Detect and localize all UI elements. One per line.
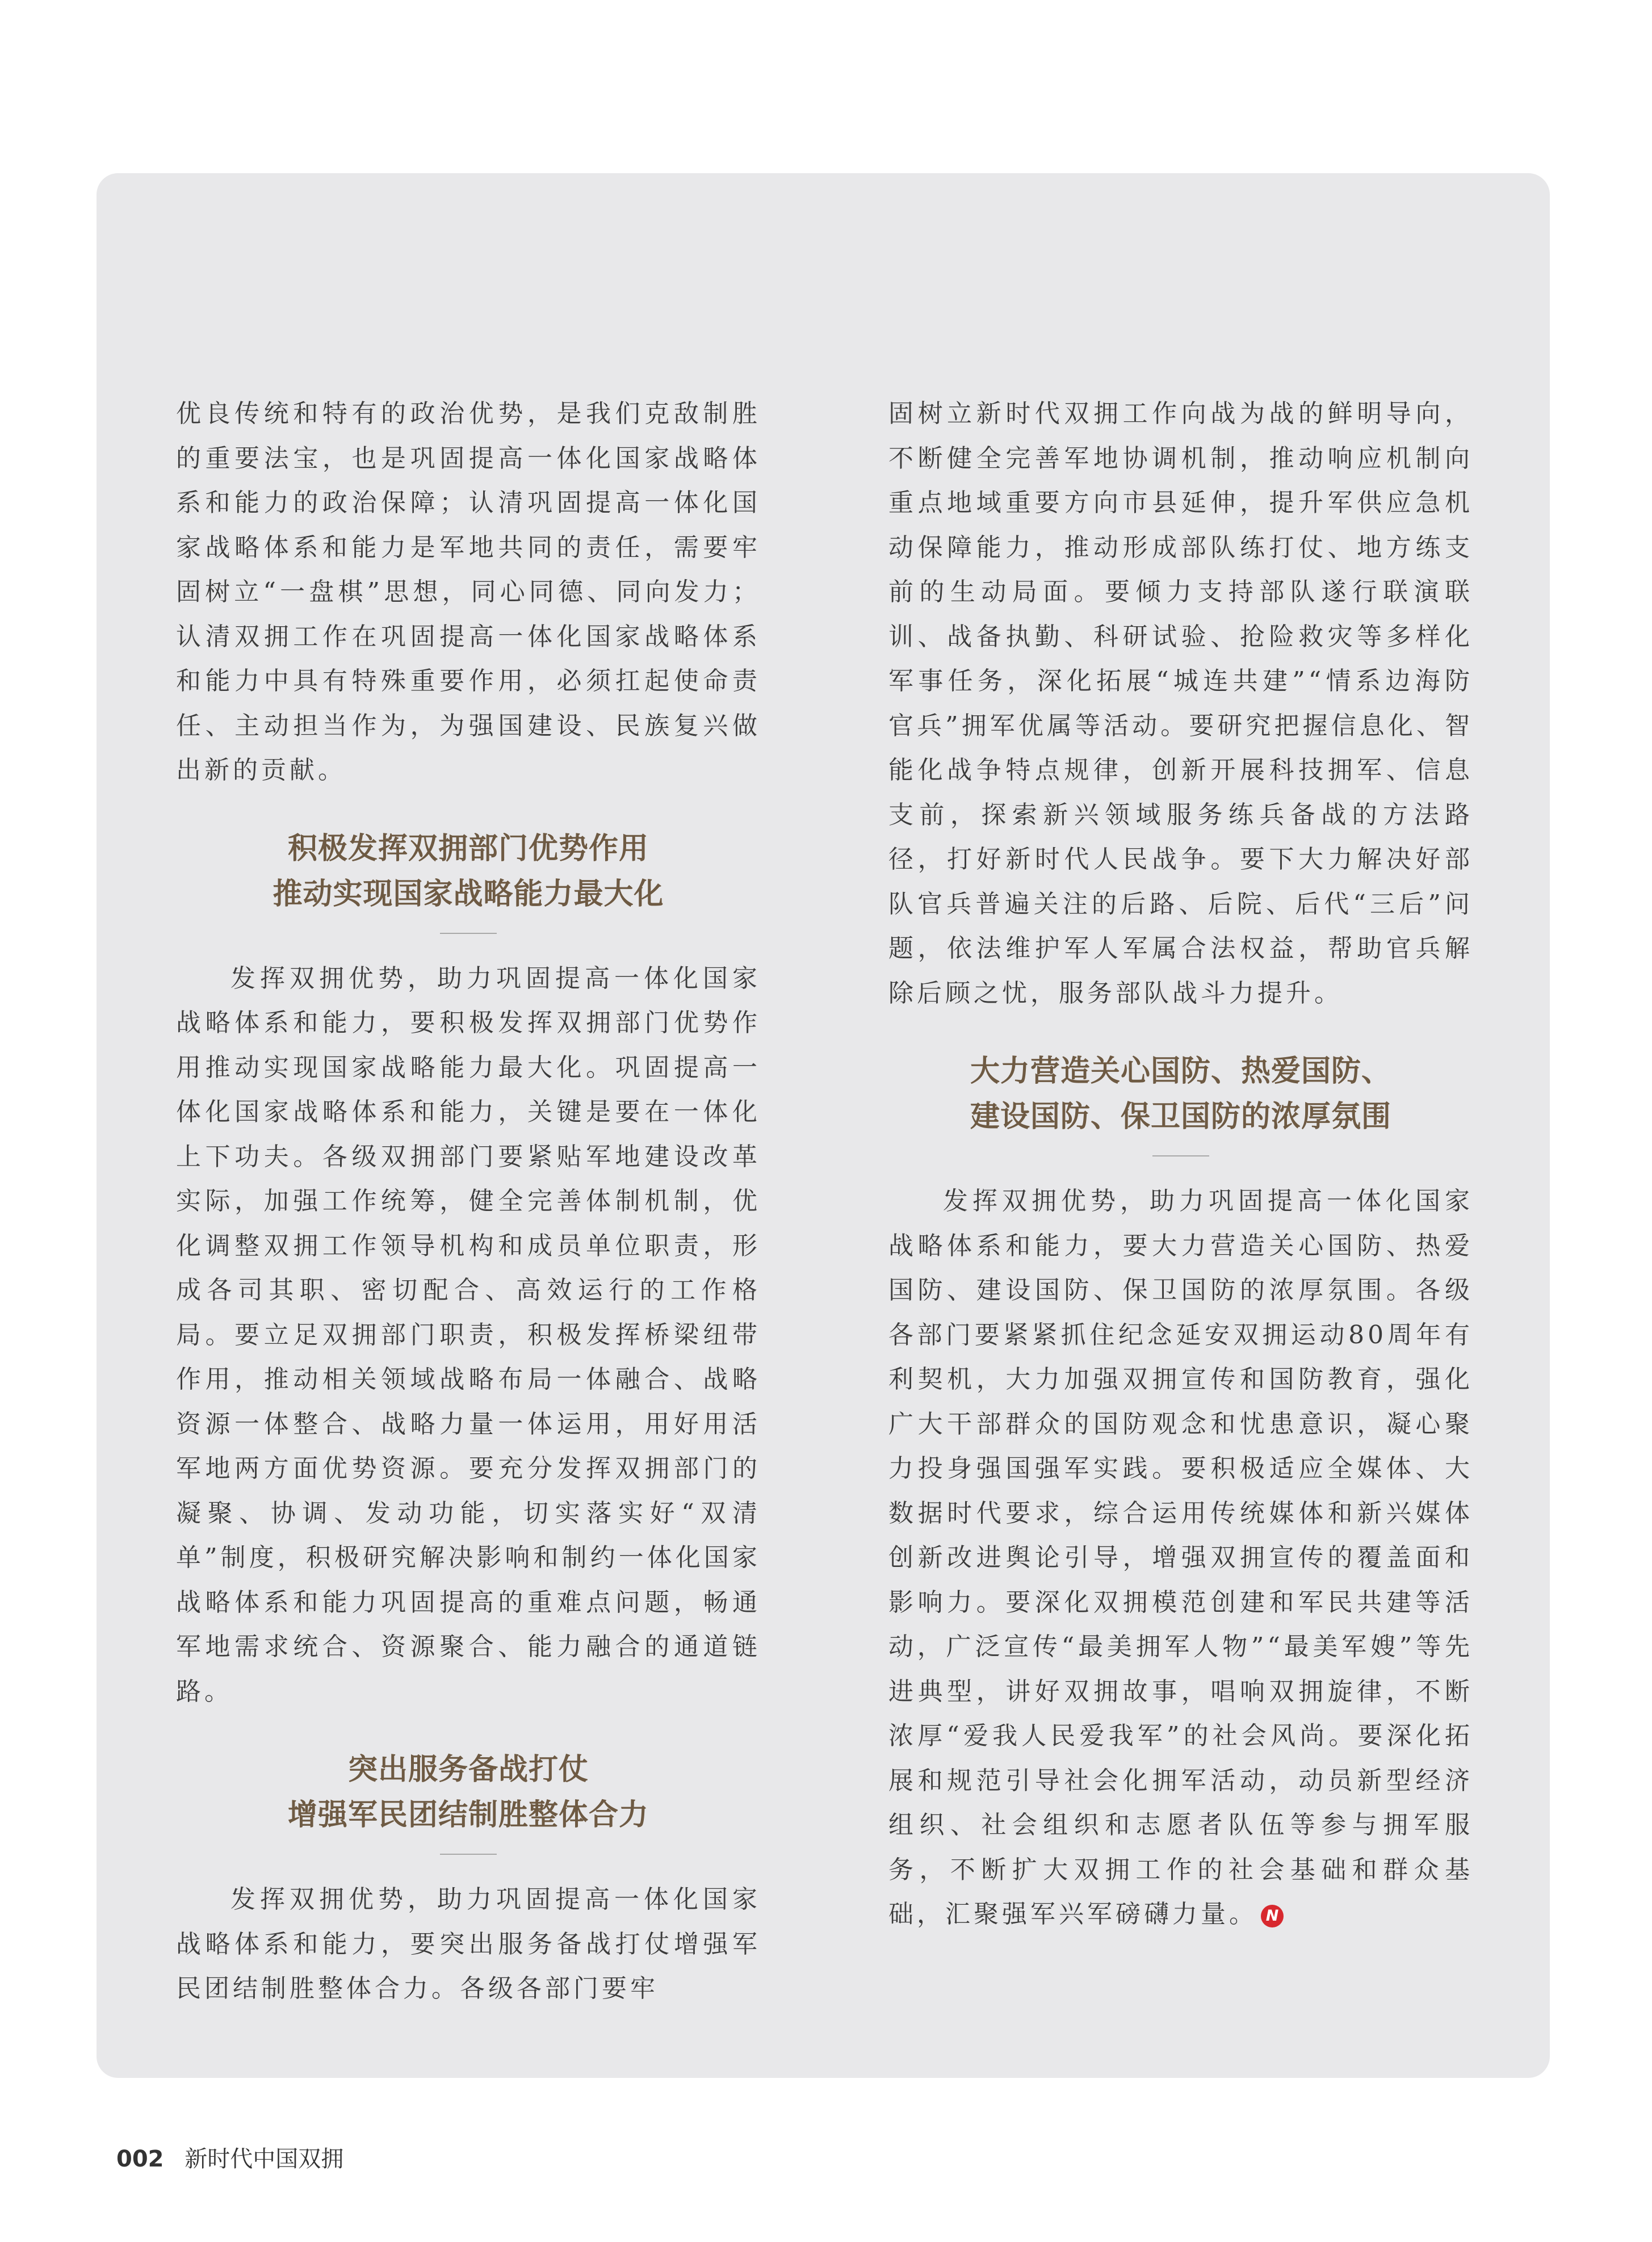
section-3-paragraph	[888, 1179, 1473, 1937]
section-2-heading	[176, 1747, 761, 1838]
page-number: 002	[116, 2146, 164, 2172]
section-3-heading-line-1: 大力营造关心国防、热爱国防、	[970, 1054, 1391, 1088]
section-2-heading-line-2: 增强军民团结制胜整体合力	[287, 1798, 649, 1832]
section-3-paragraph-text: 发挥双拥优势，助力巩固提高一体化国家战略体系和能力，要大力营造关心国防、热爱国防、建设国防、保卫国防的浓厚氛围。各级各部门要紧紧抓住纪念延安双拥运动80周年有利契机，大力加强双拥宣传和国防教育，强化广大干部群众的国防观念和忧患意识，凝心聚力投身强国强军实践。要积极适应全媒体、大数据时代要求，综合运用传统媒体和新兴媒体创新改进舆论引导，增强双拥宣传的覆盖面和影响力。要深化双拥模范创建和军民共建等活动，广泛宣传“最美拥军人物”“最美军嫂”等先进典型，讲好双拥故事，唱响双拥旋律，不断浓厚“爱我人民爱我军”的社会风尚。要深化拓展和规范引导社会化拥军活动，动员新型经济组织、社会组织和志愿者队伍等参与拥军服务，不断扩大双拥工作的社会基础和群众基础，汇聚强军兴军磅礴力量。	[888, 1187, 1473, 1929]
section-2-heading-line-1: 突出服务备战打仗	[347, 1753, 589, 1787]
spacer	[888, 1016, 1473, 1049]
spacer	[176, 793, 761, 826]
section-2-paragraph: 发挥双拥优势，助力巩固提高一体化国家战略体系和能力，要突出服务备战打仗增强军民团结制胜整体合力。各级各部门要牢	[176, 1885, 761, 2003]
section-3-heading	[888, 1049, 1473, 1139]
right-column	[888, 392, 1473, 1937]
section-1-heading-line-2: 推动实现国家战略能力最大化	[272, 877, 664, 911]
left-column	[176, 392, 761, 2011]
section-1-heading	[176, 826, 761, 917]
section-divider	[440, 933, 497, 934]
page-footer	[116, 2143, 343, 2175]
section-1-heading-line-1: 积极发挥双拥部门优势作用	[287, 831, 649, 866]
intro-paragraph: 优良传统和特有的政治优势，是我们克敌制胜的重要法宝，也是巩固提高一体化国家战略体系和能力的政治保障；认清巩固提高一体化国家战略体系和能力是军地共同的责任，需要牢固树立“一盘棋”思想，同心同德、同向发力；认清双拥工作在巩固提高一体化国家战略体系和能力中具有特殊重要作用，必须扛起使命责任、主动担当作为，为强国建设、民族复兴做出新的贡献。	[176, 399, 761, 785]
publication-title: 新时代中国双拥	[185, 2146, 344, 2172]
spacer	[176, 1714, 761, 1747]
section-1-paragraph: 发挥双拥优势，助力巩固提高一体化国家战略体系和能力，要积极发挥双拥部门优势作用推动实现国家战略能力最大化。巩固提高一体化国家战略体系和能力，关键是要在一体化上下功夫。各级双拥部门要紧贴军地建设改革实际，加强工作统筹，健全完善体制机制，优化调整双拥工作领导机构和成员单位职责，形成各司其职、密切配合、高效运行的工作格局。要立足双拥部门职责，积极发挥桥梁纽带作用，推动相关领域战略布局一体融合、战略资源一体整合、战略力量一体运用，用好用活军地两方面优势资源。要充分发挥双拥部门的凝聚、协调、发动功能，切实落实好“双清单”制度，积极研究解决影响和制约一体化国家战略体系和能力巩固提高的重难点问题，畅通军地需求统合、资源聚合、能力融合的通道链路。	[176, 963, 761, 1706]
continued-paragraph: 固树立新时代双拥工作向战为战的鲜明导向，不断健全完善军地协调机制，推动响应机制向重点地域重要方向市县延伸，提升军供应急机动保障能力，推动形成部队练打仗、地方练支前的生动局面。要倾力支持部队遂行联演联训、战备执勤、科研试验、抢险救灾等多样化军事任务，深化拓展“城连共建”“情系边海防官兵”拥军优属等活动。要研究把握信息化、智能化战争特点规律，创新开展科技拥军、信息支前，探索新兴领域服务练兵备战的方法路径，打好新时代人民战争。要下大力解决好部队官兵普遍关注的后路、后院、后代“三后”问题，依法维护军人军属合法权益，帮助官兵解除后顾之忧，服务部队战斗力提升。	[888, 399, 1473, 1008]
section-divider	[440, 1854, 497, 1855]
section-3-heading-line-2: 建设国防、保卫国防的浓厚氛围	[970, 1100, 1391, 1134]
section-divider	[1152, 1155, 1209, 1156]
end-mark-icon: N	[1261, 1905, 1284, 1927]
